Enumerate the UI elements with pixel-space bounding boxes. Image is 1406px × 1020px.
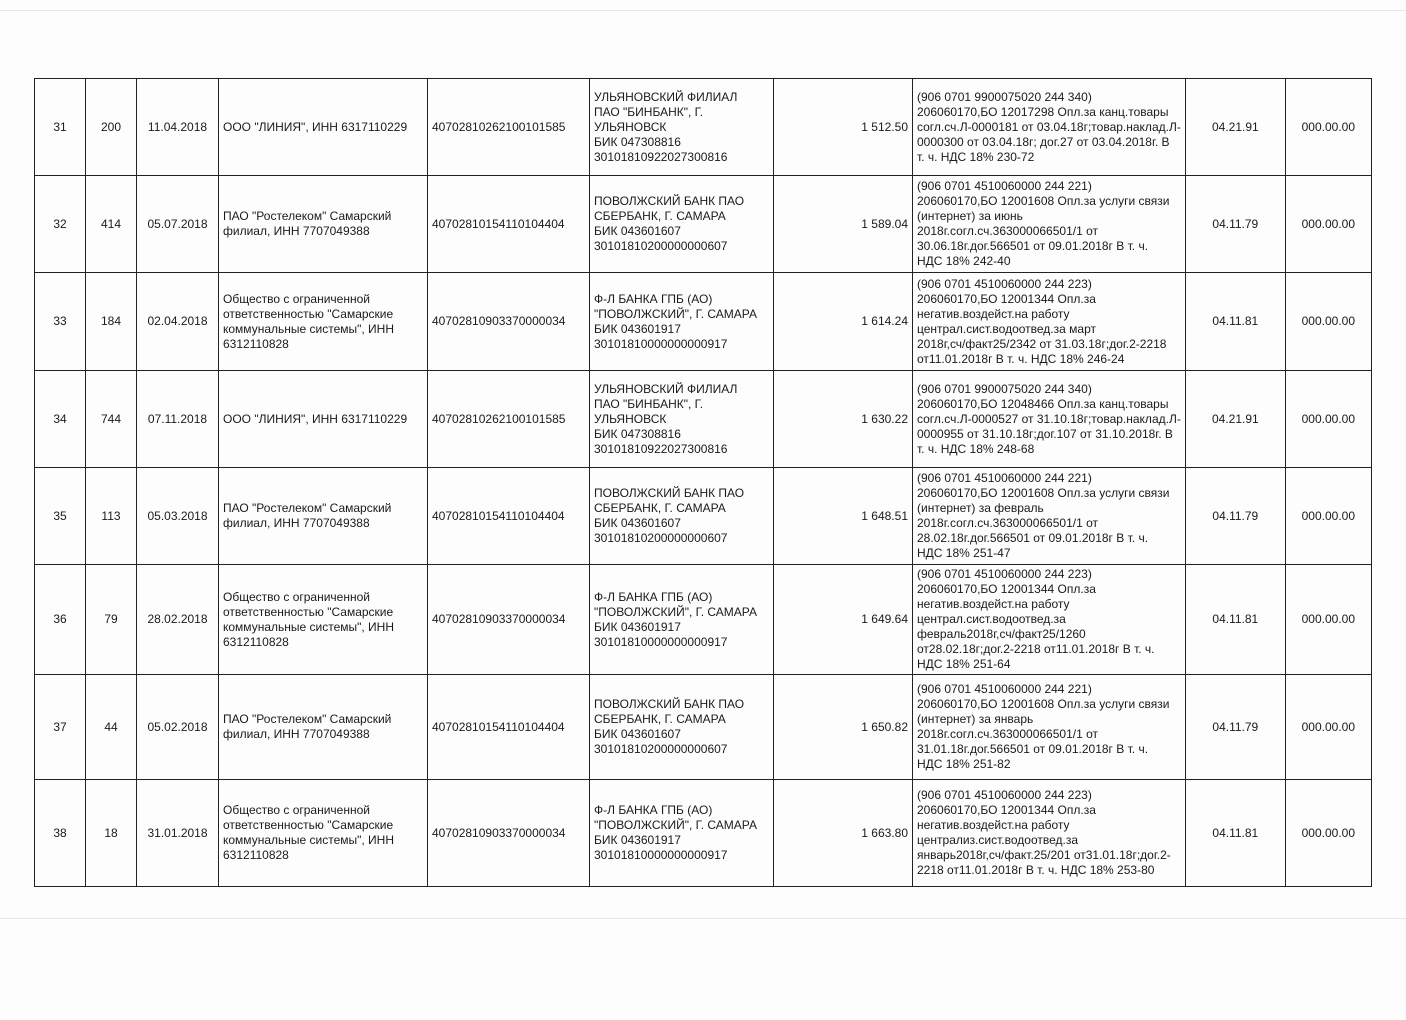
text-line: НДС 18% 251-82 [917, 757, 1011, 771]
amount-cell: 1 614.24 [774, 273, 913, 371]
text-line: "ПОВОЛЖСКИЙ", Г. САМАРА [594, 306, 757, 321]
purpose-cell [913, 565, 1186, 675]
text-line: ПАО "БИНБАНК", Г. [594, 396, 704, 411]
text-line: 30101810200000000607 [594, 531, 728, 545]
text-line: январь2018г,сч/факт.25/201 от31.01.18г;дог.2- [917, 848, 1171, 862]
document-number-cell: 200 [86, 79, 137, 176]
text-line: от28.02.18г;дог.2-2218 от11.01.2018г В т. ч. [917, 642, 1155, 656]
text-line: филиал, ИНН 7707049388 [223, 224, 370, 238]
bank-cell [590, 468, 774, 565]
text-line: НДС 18% 251-47 [917, 546, 1011, 560]
text-line: 6312110828 [223, 848, 289, 862]
amount-cell: 1 649.64 [774, 565, 913, 675]
account-cell: 40702810903370000034 [428, 565, 590, 675]
text-line: 206060170,БО 12001608 Опл.за услуги связи [917, 697, 1170, 711]
text-line: 206060170,БО 12001344 Опл.за [917, 803, 1096, 817]
document-number-cell: 113 [86, 468, 137, 565]
text-line: СБЕРБАНК, Г. САМАРА [594, 209, 726, 223]
text-line: ПОВОЛЖСКИЙ БАНК ПАО [594, 486, 745, 500]
text-line: 0000955 от 31.10.18г;дог.107 от 31.10.2018г. В [917, 426, 1173, 441]
row-number-cell: 37 [35, 675, 86, 780]
text-line: БИК 047308816 [594, 426, 681, 441]
text-line: БИК 047308816 [594, 134, 681, 149]
text-line: 2018г,сч/факт25/2342 от 31.03.18г;дог.2-2218 [917, 336, 1167, 351]
document-number-cell: 184 [86, 273, 137, 371]
text-line: 30101810000000000917 [594, 848, 728, 862]
text-line: централ.сист.водоотвед.за март [917, 321, 1096, 336]
text-line: "ПОВОЛЖСКИЙ", Г. САМАРА [594, 818, 757, 832]
text-line: т. ч. НДС 18% 248-68 [917, 441, 1035, 456]
text-line: БИК 043601607 [594, 727, 681, 741]
text-line: т. ч. НДС 18% 230-72 [917, 149, 1035, 164]
text-line: ПАО "Ростелеком" Самарский [223, 501, 392, 515]
payee-cell [219, 79, 428, 176]
text-line: ПАО "БИНБАНК", Г. [594, 104, 704, 119]
secondary-code-cell: 000.00.00 [1285, 780, 1371, 887]
text-line: ООО "ЛИНИЯ", ИНН 6317110229 [223, 119, 408, 134]
text-line: Ф-Л БАНКА ГПБ (АО) [594, 589, 713, 604]
budget-code-cell: 04.11.81 [1185, 565, 1285, 675]
text-line: ответственностью "Самарские [223, 604, 394, 619]
payee-cell [219, 675, 428, 780]
text-line: 2218 от11.01.2018г В т. ч. НДС 18% 253-80 [917, 863, 1155, 877]
account-cell: 40702810154110104404 [428, 468, 590, 565]
account-cell: 40702810262100101585 [428, 371, 590, 468]
table-row [35, 79, 1372, 176]
amount-cell: 1 648.51 [774, 468, 913, 565]
secondary-code-cell: 000.00.00 [1285, 273, 1371, 371]
text-line: ПАО "Ростелеком" Самарский [223, 712, 392, 726]
row-number-cell: 35 [35, 468, 86, 565]
bank-cell [590, 675, 774, 780]
text-line: (906 0701 4510060000 244 223) [917, 788, 1092, 802]
account-cell: 40702810903370000034 [428, 273, 590, 371]
text-line: (906 0701 4510060000 244 221) [917, 471, 1092, 485]
row-number-cell: 34 [35, 371, 86, 468]
text-line: (интернет) за июнь [917, 209, 1023, 223]
text-line: 6312110828 [223, 634, 289, 649]
amount-cell: 1 650.82 [774, 675, 913, 780]
date-cell: 28.02.2018 [137, 565, 219, 675]
table-row [35, 565, 1372, 675]
purpose-cell [913, 468, 1186, 565]
payee-cell [219, 273, 428, 371]
budget-code-cell: 04.11.81 [1185, 780, 1285, 887]
text-line: централиз.сист.водоотвед.за [917, 833, 1079, 847]
text-line: 2018г.согл.сч.363000066501/1 от [917, 727, 1098, 741]
secondary-code-cell: 000.00.00 [1285, 176, 1371, 273]
table-row [35, 273, 1372, 371]
document-number-cell: 79 [86, 565, 137, 675]
text-line: ответственностью "Самарские [223, 306, 394, 321]
payee-cell [219, 565, 428, 675]
text-line: филиал, ИНН 7707049388 [223, 727, 370, 741]
date-cell: 11.04.2018 [137, 79, 219, 176]
purpose-cell [913, 371, 1186, 468]
text-line: БИК 043601917 [594, 619, 681, 634]
text-line: коммунальные системы", ИНН [223, 619, 395, 634]
amount-cell: 1 512.50 [774, 79, 913, 176]
text-line: 206060170,БО 12001344 Опл.за [917, 582, 1096, 596]
text-line: 2018г.согл.сч.363000066501/1 от [917, 516, 1098, 530]
text-line: 206060170,БО 12017298 Опл.за канц.товары [917, 104, 1169, 119]
account-cell: 40702810154110104404 [428, 176, 590, 273]
text-line: УЛЬЯНОВСК [594, 119, 667, 134]
payments-table [34, 78, 1372, 887]
text-line: Ф-Л БАНКА ГПБ (АО) [594, 803, 713, 817]
text-line: НДС 18% 242-40 [917, 254, 1011, 268]
budget-code-cell: 04.11.81 [1185, 273, 1285, 371]
text-line: (906 0701 4510060000 244 223) [917, 567, 1092, 581]
text-line: (906 0701 9900075020 244 340) [917, 89, 1092, 104]
date-cell: 07.11.2018 [137, 371, 219, 468]
text-line: "ПОВОЛЖСКИЙ", Г. САМАРА [594, 604, 757, 619]
text-line: негатив.воздейст.на работу [917, 818, 1070, 832]
text-line: БИК 043601607 [594, 516, 681, 530]
purpose-cell [913, 780, 1186, 887]
text-line: 31.01.18г.дог.566501 от 09.01.2018г В т. ч. [917, 742, 1149, 756]
amount-cell: 1 630.22 [774, 371, 913, 468]
scan-edge-bottom [0, 918, 1406, 919]
text-line: ПОВОЛЖСКИЙ БАНК ПАО [594, 697, 745, 711]
text-line: 2018г.согл.сч.363000066501/1 от [917, 224, 1098, 238]
payee-cell [219, 176, 428, 273]
text-line: 206060170,БО 12001608 Опл.за услуги связи [917, 194, 1170, 208]
text-line: коммунальные системы", ИНН [223, 321, 395, 336]
text-line: 206060170,БО 12048466 Опл.за канц.товары [917, 396, 1169, 411]
text-line: февраль2018г,сч/факт25/1260 [917, 627, 1086, 641]
text-line: 30101810000000000917 [594, 634, 728, 649]
budget-code-cell: 04.21.91 [1185, 371, 1285, 468]
secondary-code-cell: 000.00.00 [1285, 371, 1371, 468]
date-cell: 05.02.2018 [137, 675, 219, 780]
bank-cell [590, 79, 774, 176]
purpose-cell [913, 675, 1186, 780]
account-cell: 40702810903370000034 [428, 780, 590, 887]
text-line: (906 0701 4510060000 244 221) [917, 682, 1092, 696]
row-number-cell: 32 [35, 176, 86, 273]
text-line: Общество с ограниченной [223, 803, 370, 817]
row-number-cell: 36 [35, 565, 86, 675]
purpose-cell [913, 79, 1186, 176]
text-line: БИК 043601607 [594, 224, 681, 238]
amount-cell: 1 663.80 [774, 780, 913, 887]
text-line: СБЕРБАНК, Г. САМАРА [594, 501, 726, 515]
text-line: СБЕРБАНК, Г. САМАРА [594, 712, 726, 726]
text-line: БИК 043601917 [594, 321, 681, 336]
date-cell: 05.03.2018 [137, 468, 219, 565]
document-number-cell: 744 [86, 371, 137, 468]
text-line: 206060170,БО 12001344 Опл.за [917, 291, 1096, 306]
row-number-cell: 33 [35, 273, 86, 371]
secondary-code-cell: 000.00.00 [1285, 675, 1371, 780]
budget-code-cell: 04.11.79 [1185, 468, 1285, 565]
text-line: 28.02.18г.дог.566501 от 09.01.2018г В т. ч. [917, 531, 1149, 545]
text-line: БИК 043601917 [594, 833, 681, 847]
purpose-cell [913, 176, 1186, 273]
row-number-cell: 38 [35, 780, 86, 887]
text-line: 30101810200000000607 [594, 742, 728, 756]
text-line: Общество с ограниченной [223, 589, 370, 604]
text-line: ПАО "Ростелеком" Самарский [223, 209, 392, 223]
text-line: 0000300 от 03.04.18г; дог.27 от 03.04.2018г. В [917, 134, 1170, 149]
text-line: 30101810922027300816 [594, 149, 728, 164]
budget-code-cell: 04.11.79 [1185, 675, 1285, 780]
bank-cell [590, 273, 774, 371]
text-line: ответственностью "Самарские [223, 818, 394, 832]
document-number-cell: 414 [86, 176, 137, 273]
text-line: негатив.воздейст.на работу [917, 597, 1070, 611]
table-row [35, 371, 1372, 468]
payee-cell [219, 371, 428, 468]
budget-code-cell: 04.11.79 [1185, 176, 1285, 273]
text-line: филиал, ИНН 7707049388 [223, 516, 370, 530]
text-line: 206060170,БО 12001608 Опл.за услуги связи [917, 486, 1170, 500]
text-line: согл.сч.Л-0000527 от 31.10.18г;товар.наклад.Л- [917, 411, 1181, 426]
text-line: (интернет) за январь [917, 712, 1034, 726]
text-line: УЛЬЯНОВСКИЙ ФИЛИАЛ [594, 381, 738, 396]
text-line: УЛЬЯНОВСК [594, 411, 667, 426]
secondary-code-cell: 000.00.00 [1285, 468, 1371, 565]
text-line: (906 0701 4510060000 244 221) [917, 179, 1092, 193]
table-row [35, 675, 1372, 780]
account-cell: 40702810262100101585 [428, 79, 590, 176]
text-line: НДС 18% 251-64 [917, 657, 1011, 671]
text-line: УЛЬЯНОВСКИЙ ФИЛИАЛ [594, 89, 738, 104]
purpose-cell [913, 273, 1186, 371]
amount-cell: 1 589.04 [774, 176, 913, 273]
text-line: от11.01.2018г В т. ч. НДС 18% 246-24 [917, 351, 1125, 366]
bank-cell [590, 371, 774, 468]
text-line: ПОВОЛЖСКИЙ БАНК ПАО [594, 194, 745, 208]
text-line: 30101810000000000917 [594, 336, 728, 351]
text-line: централ.сист.водоотвед.за [917, 612, 1066, 626]
text-line: 30.06.18г.дог.566501 от 09.01.2018г В т. ч. [917, 239, 1149, 253]
text-line: согл.сч.Л-0000181 от 03.04.18г;товар.наклад.Л- [917, 119, 1181, 134]
table-row [35, 780, 1372, 887]
text-line: ООО "ЛИНИЯ", ИНН 6317110229 [223, 411, 408, 426]
scan-edge-top [0, 10, 1406, 11]
text-line: 30101810922027300816 [594, 441, 728, 456]
document-number-cell: 18 [86, 780, 137, 887]
text-line: 6312110828 [223, 336, 289, 351]
bank-cell [590, 565, 774, 675]
text-line: (интернет) за февраль [917, 501, 1044, 515]
date-cell: 02.04.2018 [137, 273, 219, 371]
table-row [35, 468, 1372, 565]
text-line: 30101810200000000607 [594, 239, 728, 253]
payee-cell [219, 468, 428, 565]
text-line: (906 0701 9900075020 244 340) [917, 381, 1092, 396]
bank-cell [590, 176, 774, 273]
bank-cell [590, 780, 774, 887]
date-cell: 05.07.2018 [137, 176, 219, 273]
text-line: негатив.воздейст.на работу [917, 306, 1070, 321]
text-line: Общество с ограниченной [223, 291, 370, 306]
text-line: Ф-Л БАНКА ГПБ (АО) [594, 291, 713, 306]
table-row [35, 176, 1372, 273]
text-line: коммунальные системы", ИНН [223, 833, 395, 847]
payee-cell [219, 780, 428, 887]
account-cell: 40702810154110104404 [428, 675, 590, 780]
secondary-code-cell: 000.00.00 [1285, 565, 1371, 675]
budget-code-cell: 04.21.91 [1185, 79, 1285, 176]
date-cell: 31.01.2018 [137, 780, 219, 887]
secondary-code-cell: 000.00.00 [1285, 79, 1371, 176]
document-number-cell: 44 [86, 675, 137, 780]
row-number-cell: 31 [35, 79, 86, 176]
text-line: (906 0701 4510060000 244 223) [917, 276, 1092, 291]
